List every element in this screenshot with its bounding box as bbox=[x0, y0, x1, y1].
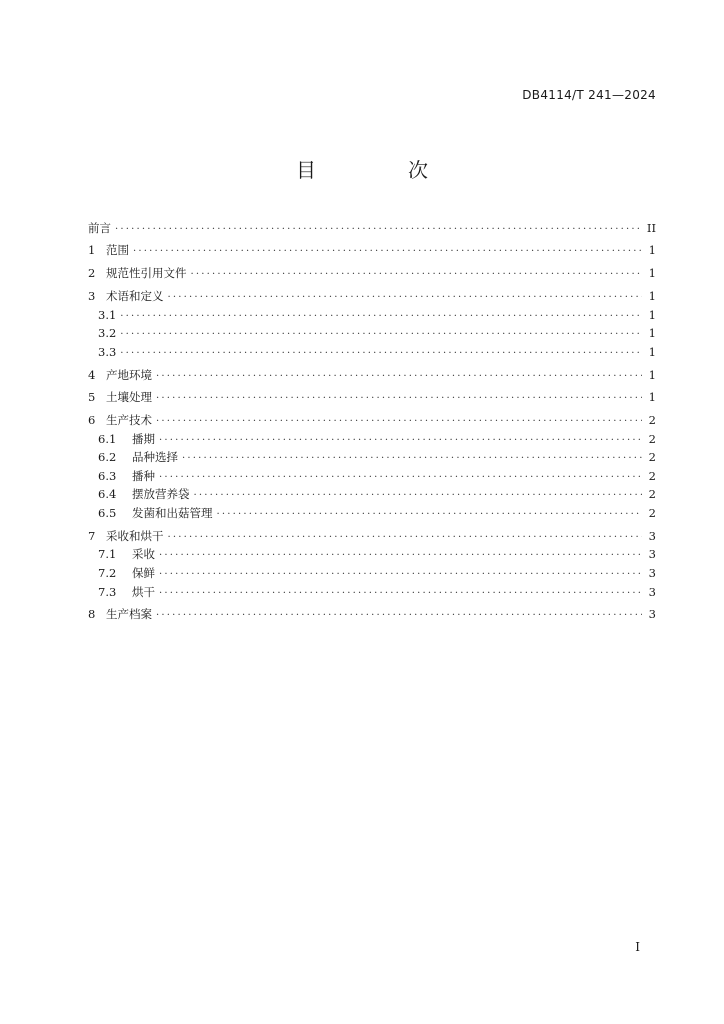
toc-entry-number: 6.5 bbox=[98, 506, 117, 521]
dot-leader bbox=[120, 345, 642, 359]
toc-entry[interactable] bbox=[88, 446, 656, 465]
toc-entry-page: 1 bbox=[648, 266, 656, 281]
toc-entry-number: 7.1 bbox=[98, 547, 117, 562]
toc-entry-page: 2 bbox=[648, 506, 656, 521]
toc-entry[interactable] bbox=[88, 464, 656, 483]
dot-leader bbox=[182, 450, 642, 464]
toc-entry-page: 1 bbox=[648, 307, 656, 322]
toc-entry-number: 3.1 bbox=[98, 307, 117, 322]
dot-leader bbox=[156, 413, 642, 427]
toc-entry-title: 规范性引用文件 bbox=[106, 266, 187, 281]
dot-leader bbox=[191, 266, 643, 280]
toc-entry-page: 1 bbox=[648, 326, 656, 341]
toc-entry[interactable] bbox=[88, 363, 656, 382]
toc-entry[interactable] bbox=[88, 408, 656, 427]
toc-entry-number: 6 bbox=[88, 413, 96, 428]
toc-entry-number: 3.3 bbox=[98, 344, 117, 359]
dot-leader bbox=[115, 221, 642, 235]
dot-leader bbox=[159, 585, 642, 599]
toc-entry[interactable] bbox=[88, 427, 656, 446]
toc-entry-page: 3 bbox=[648, 584, 656, 599]
toc-entry-title: 品种选择 bbox=[132, 450, 178, 465]
dot-leader bbox=[159, 566, 642, 580]
toc-entry-page: 3 bbox=[648, 566, 656, 580]
toc-entry-page: 1 bbox=[648, 344, 656, 359]
dot-leader bbox=[156, 390, 642, 404]
toc-entry-page: 2 bbox=[648, 431, 656, 446]
toc-entry[interactable] bbox=[88, 239, 656, 258]
toc-entry[interactable] bbox=[88, 216, 656, 235]
toc-entry-number: 3.2 bbox=[98, 326, 117, 341]
toc-entry-page: 1 bbox=[648, 288, 656, 303]
dot-leader bbox=[194, 487, 643, 501]
dot-leader bbox=[168, 289, 643, 303]
toc-entry-title: 产地环境 bbox=[106, 367, 152, 382]
toc-entry-title: 土壤处理 bbox=[106, 390, 152, 405]
dot-leader bbox=[120, 326, 642, 340]
dot-leader bbox=[159, 432, 642, 446]
dot-leader bbox=[159, 469, 642, 483]
toc-entry[interactable] bbox=[88, 483, 656, 502]
document-code: DB4114/T 241—2024 bbox=[522, 88, 656, 102]
toc-entry-page: 1 bbox=[648, 390, 656, 405]
table-of-contents bbox=[88, 216, 656, 621]
toc-entry-title: 播期 bbox=[132, 431, 155, 446]
toc-entry-title: 保鲜 bbox=[132, 566, 155, 580]
toc-entry-title: 摆放营养袋 bbox=[132, 487, 190, 502]
toc-entry-title: 采收 bbox=[132, 547, 155, 562]
toc-entry[interactable] bbox=[88, 501, 656, 520]
toc-entry[interactable] bbox=[88, 603, 656, 622]
toc-entry-number: 5 bbox=[88, 390, 96, 405]
toc-entry-title: 生产技术 bbox=[106, 413, 152, 428]
toc-entry-title: 范围 bbox=[106, 243, 129, 258]
toc-entry-title: 发菌和出菇管理 bbox=[132, 506, 213, 521]
toc-entry-title: 播种 bbox=[132, 468, 155, 483]
toc-entry-page: 2 bbox=[648, 450, 656, 465]
toc-entry-page: 3 bbox=[648, 607, 656, 622]
toc-entry-page: 2 bbox=[648, 413, 656, 428]
toc-entry-page: II bbox=[646, 220, 656, 235]
toc-entry-title: 生产档案 bbox=[106, 607, 152, 622]
toc-entry[interactable] bbox=[88, 386, 656, 405]
toc-entry[interactable] bbox=[88, 262, 656, 281]
toc-entry-number: 1 bbox=[88, 243, 96, 258]
toc-entry[interactable] bbox=[88, 284, 656, 303]
toc-entry-page: 1 bbox=[648, 367, 656, 382]
toc-title: 目 次 bbox=[296, 158, 464, 182]
toc-entry-number: 7.2 bbox=[98, 566, 117, 580]
toc-entry-number: 6.2 bbox=[98, 450, 117, 465]
toc-entry-number: 4 bbox=[88, 367, 96, 382]
toc-entry-number: 7.3 bbox=[98, 584, 117, 599]
dot-leader bbox=[156, 607, 642, 621]
dot-leader bbox=[156, 368, 642, 382]
toc-entry-number: 8 bbox=[88, 607, 96, 622]
toc-entry-title: 前言 bbox=[88, 220, 111, 235]
toc-entry[interactable] bbox=[88, 340, 656, 359]
dot-leader bbox=[217, 506, 643, 520]
toc-entry-page: 3 bbox=[648, 547, 656, 562]
toc-entry-page: 1 bbox=[648, 243, 656, 258]
toc-entry[interactable] bbox=[88, 580, 656, 599]
toc-entry-page: 2 bbox=[648, 468, 656, 483]
toc-entry[interactable] bbox=[88, 543, 656, 562]
toc-entry-number: 7 bbox=[88, 528, 96, 543]
dot-leader bbox=[120, 308, 642, 322]
toc-entry[interactable] bbox=[88, 303, 656, 322]
toc-entry-page: 3 bbox=[648, 528, 656, 543]
toc-entry-page: 2 bbox=[648, 487, 656, 502]
toc-entry-number: 6.1 bbox=[98, 431, 117, 446]
dot-leader bbox=[168, 529, 643, 543]
toc-entry[interactable] bbox=[88, 322, 656, 341]
page-number: I bbox=[635, 940, 640, 954]
toc-entry-title: 采收和烘干 bbox=[106, 528, 164, 543]
toc-entry-number: 2 bbox=[88, 266, 96, 281]
toc-entry-number: 6.4 bbox=[98, 487, 117, 502]
toc-entry-number: 6.3 bbox=[98, 468, 117, 483]
dot-leader bbox=[159, 547, 642, 561]
toc-entry-number: 3 bbox=[88, 288, 96, 303]
toc-entry[interactable] bbox=[88, 524, 656, 543]
dot-leader bbox=[133, 243, 642, 257]
toc-entry-title: 术语和定义 bbox=[106, 288, 164, 303]
toc-entry-title: 烘干 bbox=[132, 584, 155, 599]
toc-entry[interactable] bbox=[88, 561, 656, 580]
